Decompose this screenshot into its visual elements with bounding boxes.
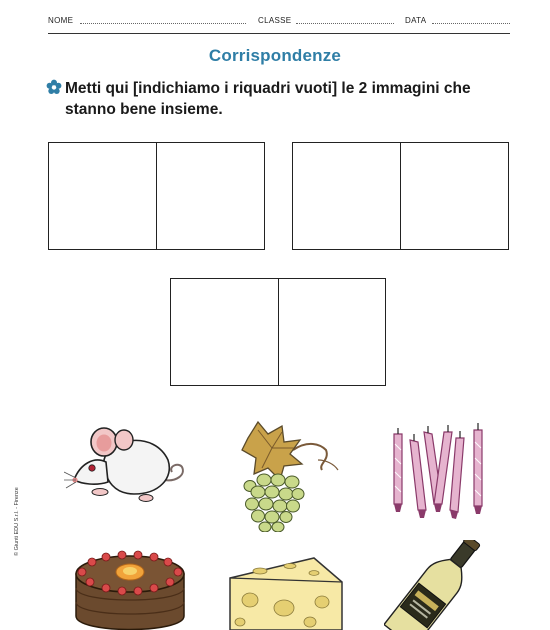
answer-box[interactable] xyxy=(156,143,264,249)
mouse-image[interactable] xyxy=(64,420,194,515)
class-label: CLASSE xyxy=(258,16,292,25)
answer-box[interactable] xyxy=(400,143,508,249)
instruction-text: Metti qui [indichiamo i riquadri vuoti] le 2 immagini che stanno bene insieme. xyxy=(65,80,471,118)
flower-icon xyxy=(46,79,62,95)
copyright-credit: © Giunti EDU S.r.l. - Firenze xyxy=(14,487,20,556)
name-field[interactable] xyxy=(80,23,246,24)
candles-image[interactable] xyxy=(384,420,494,530)
header-rule xyxy=(48,33,510,34)
answer-pair-3 xyxy=(170,278,386,386)
answer-box[interactable] xyxy=(293,143,401,249)
answer-box[interactable] xyxy=(278,279,385,385)
date-label: DATA xyxy=(405,16,427,25)
worksheet-header xyxy=(48,14,510,34)
worksheet-title: Corrispondenze xyxy=(208,46,342,65)
cake-image[interactable] xyxy=(70,548,190,630)
answer-box[interactable] xyxy=(171,279,279,385)
grapes-image[interactable] xyxy=(238,420,348,532)
cheese-image[interactable] xyxy=(226,556,346,630)
answer-box[interactable] xyxy=(49,143,157,249)
class-field[interactable] xyxy=(296,23,394,24)
answer-pair-2 xyxy=(292,142,509,250)
wine-bottle-image[interactable] xyxy=(384,540,494,630)
name-label: NOME xyxy=(48,16,74,25)
date-field[interactable] xyxy=(432,23,510,24)
answer-pair-1 xyxy=(48,142,265,250)
